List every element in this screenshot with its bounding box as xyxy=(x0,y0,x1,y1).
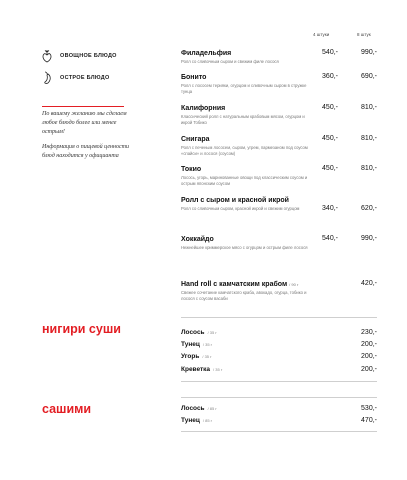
item-price: 470,- xyxy=(361,417,377,424)
item-description: Ролл с печеным лососем, сыром, угрем, пармезаном под соусом «спайси» и лосося (соусом) xyxy=(181,145,308,156)
nutrition-note: Информация о пищевой ценности блюд находится у официанта xyxy=(42,144,129,159)
price-8pcs: 810,- xyxy=(361,165,377,172)
price-8pcs: 690,- xyxy=(361,73,377,80)
column-header-4pcs: 4 штуки xyxy=(313,32,330,37)
price-8pcs: 620,- xyxy=(361,205,377,212)
nigiri-row xyxy=(181,353,377,363)
item-price: 530,- xyxy=(361,405,377,412)
item-description: Лосось, угорь, маринованные овощи под классическим соусом и острым японским соусом xyxy=(181,175,308,186)
section-divider xyxy=(181,397,377,398)
item-name: Тунец xyxy=(181,341,200,348)
vegetable-icon xyxy=(41,49,53,63)
legend-vegetable xyxy=(41,45,117,67)
item-weight: / 35 г xyxy=(213,367,223,372)
item-name: Креветка xyxy=(181,366,211,373)
price-4pcs: 360,- xyxy=(322,73,338,80)
price-8pcs: 990,- xyxy=(361,49,377,56)
note-divider xyxy=(42,106,124,107)
dish-legend xyxy=(41,45,117,89)
price-4pcs: 450,- xyxy=(322,165,338,172)
price-4pcs: 540,- xyxy=(322,49,338,56)
item-description: Нежнейшее криммерское мясо с огурцом и острым филе лосося xyxy=(181,245,308,250)
item-name: Токио xyxy=(181,166,202,173)
nigiri-row xyxy=(181,366,377,376)
item-weight: / 35 г xyxy=(202,354,212,359)
spice-note: По вашему желанию мы сделаем любое блюдо более или менее острым! xyxy=(42,111,127,135)
item-price: 200,- xyxy=(361,353,377,360)
handroll-name: Hand roll с камчатским крабом xyxy=(181,281,288,288)
price-8pcs: 810,- xyxy=(361,104,377,111)
item-price: 230,- xyxy=(361,329,377,336)
section-divider xyxy=(181,431,377,432)
item-name: Лосось xyxy=(181,405,205,412)
item-description: Свежее сочетание камчатского краба, авокадо, огурца, тобико и лосося с соусом васаби xyxy=(181,290,307,301)
section-divider xyxy=(181,381,377,382)
price-8pcs: 810,- xyxy=(361,135,377,142)
item-price: 200,- xyxy=(361,366,377,373)
price-4pcs: 450,- xyxy=(322,135,338,142)
legend-label: ОСТРОЕ БЛЮДО xyxy=(60,75,110,81)
column-header-8pcs: 8 штук xyxy=(357,32,371,37)
item-name: Бонито xyxy=(181,74,207,81)
legend-label: ОВОЩНОЕ БЛЮДО xyxy=(60,53,117,59)
item-description: Ролл с лососем терияки, огурцом и сливочным сыром в стружке тунца xyxy=(181,83,307,94)
sashimi-row xyxy=(181,405,377,415)
chili-icon xyxy=(41,71,53,85)
item-weight: / 35 г xyxy=(207,330,217,335)
item-weight: / 35 г xyxy=(202,342,213,347)
item-description: Ролл со сливочным сыром, красной икрой и свежим огурцом xyxy=(181,206,300,211)
section-divider xyxy=(181,317,377,318)
item-weight: / 85 г xyxy=(207,406,217,411)
item-name: Угорь xyxy=(181,353,200,360)
item-weight: / 85 г xyxy=(202,418,213,423)
item-name: Хоккайдо xyxy=(181,236,214,243)
price-4pcs: 340,- xyxy=(322,205,338,212)
handroll-price: 420,- xyxy=(361,280,377,287)
item-name: Лосось xyxy=(181,329,205,336)
item-name: Филадельфия xyxy=(181,50,232,57)
nigiri-row xyxy=(181,329,377,339)
legend-spicy xyxy=(41,67,117,89)
item-description: Ролл со сливочным сыром и свежим филе лосося xyxy=(181,59,279,64)
price-4pcs: 540,- xyxy=(322,235,338,242)
section-title-sashimi: сашими xyxy=(42,402,92,416)
item-weight: / 90 г xyxy=(289,282,299,287)
item-price: 200,- xyxy=(361,341,377,348)
menu-item xyxy=(181,196,301,212)
item-name: Ролл с сыром и красной икрой xyxy=(181,197,289,204)
item-name: Снигара xyxy=(181,136,210,143)
nigiri-row xyxy=(181,341,377,351)
sashimi-row xyxy=(181,417,377,427)
item-name: Калифорния xyxy=(181,105,226,112)
item-name: Тунец xyxy=(181,417,200,424)
price-8pcs: 990,- xyxy=(361,235,377,242)
price-4pcs: 450,- xyxy=(322,104,338,111)
section-title-nigiri: нигири суши xyxy=(42,322,121,336)
item-description: Классический ролл с натуральным крабовым мясом, огурцом и икрой Тобико xyxy=(181,114,305,125)
